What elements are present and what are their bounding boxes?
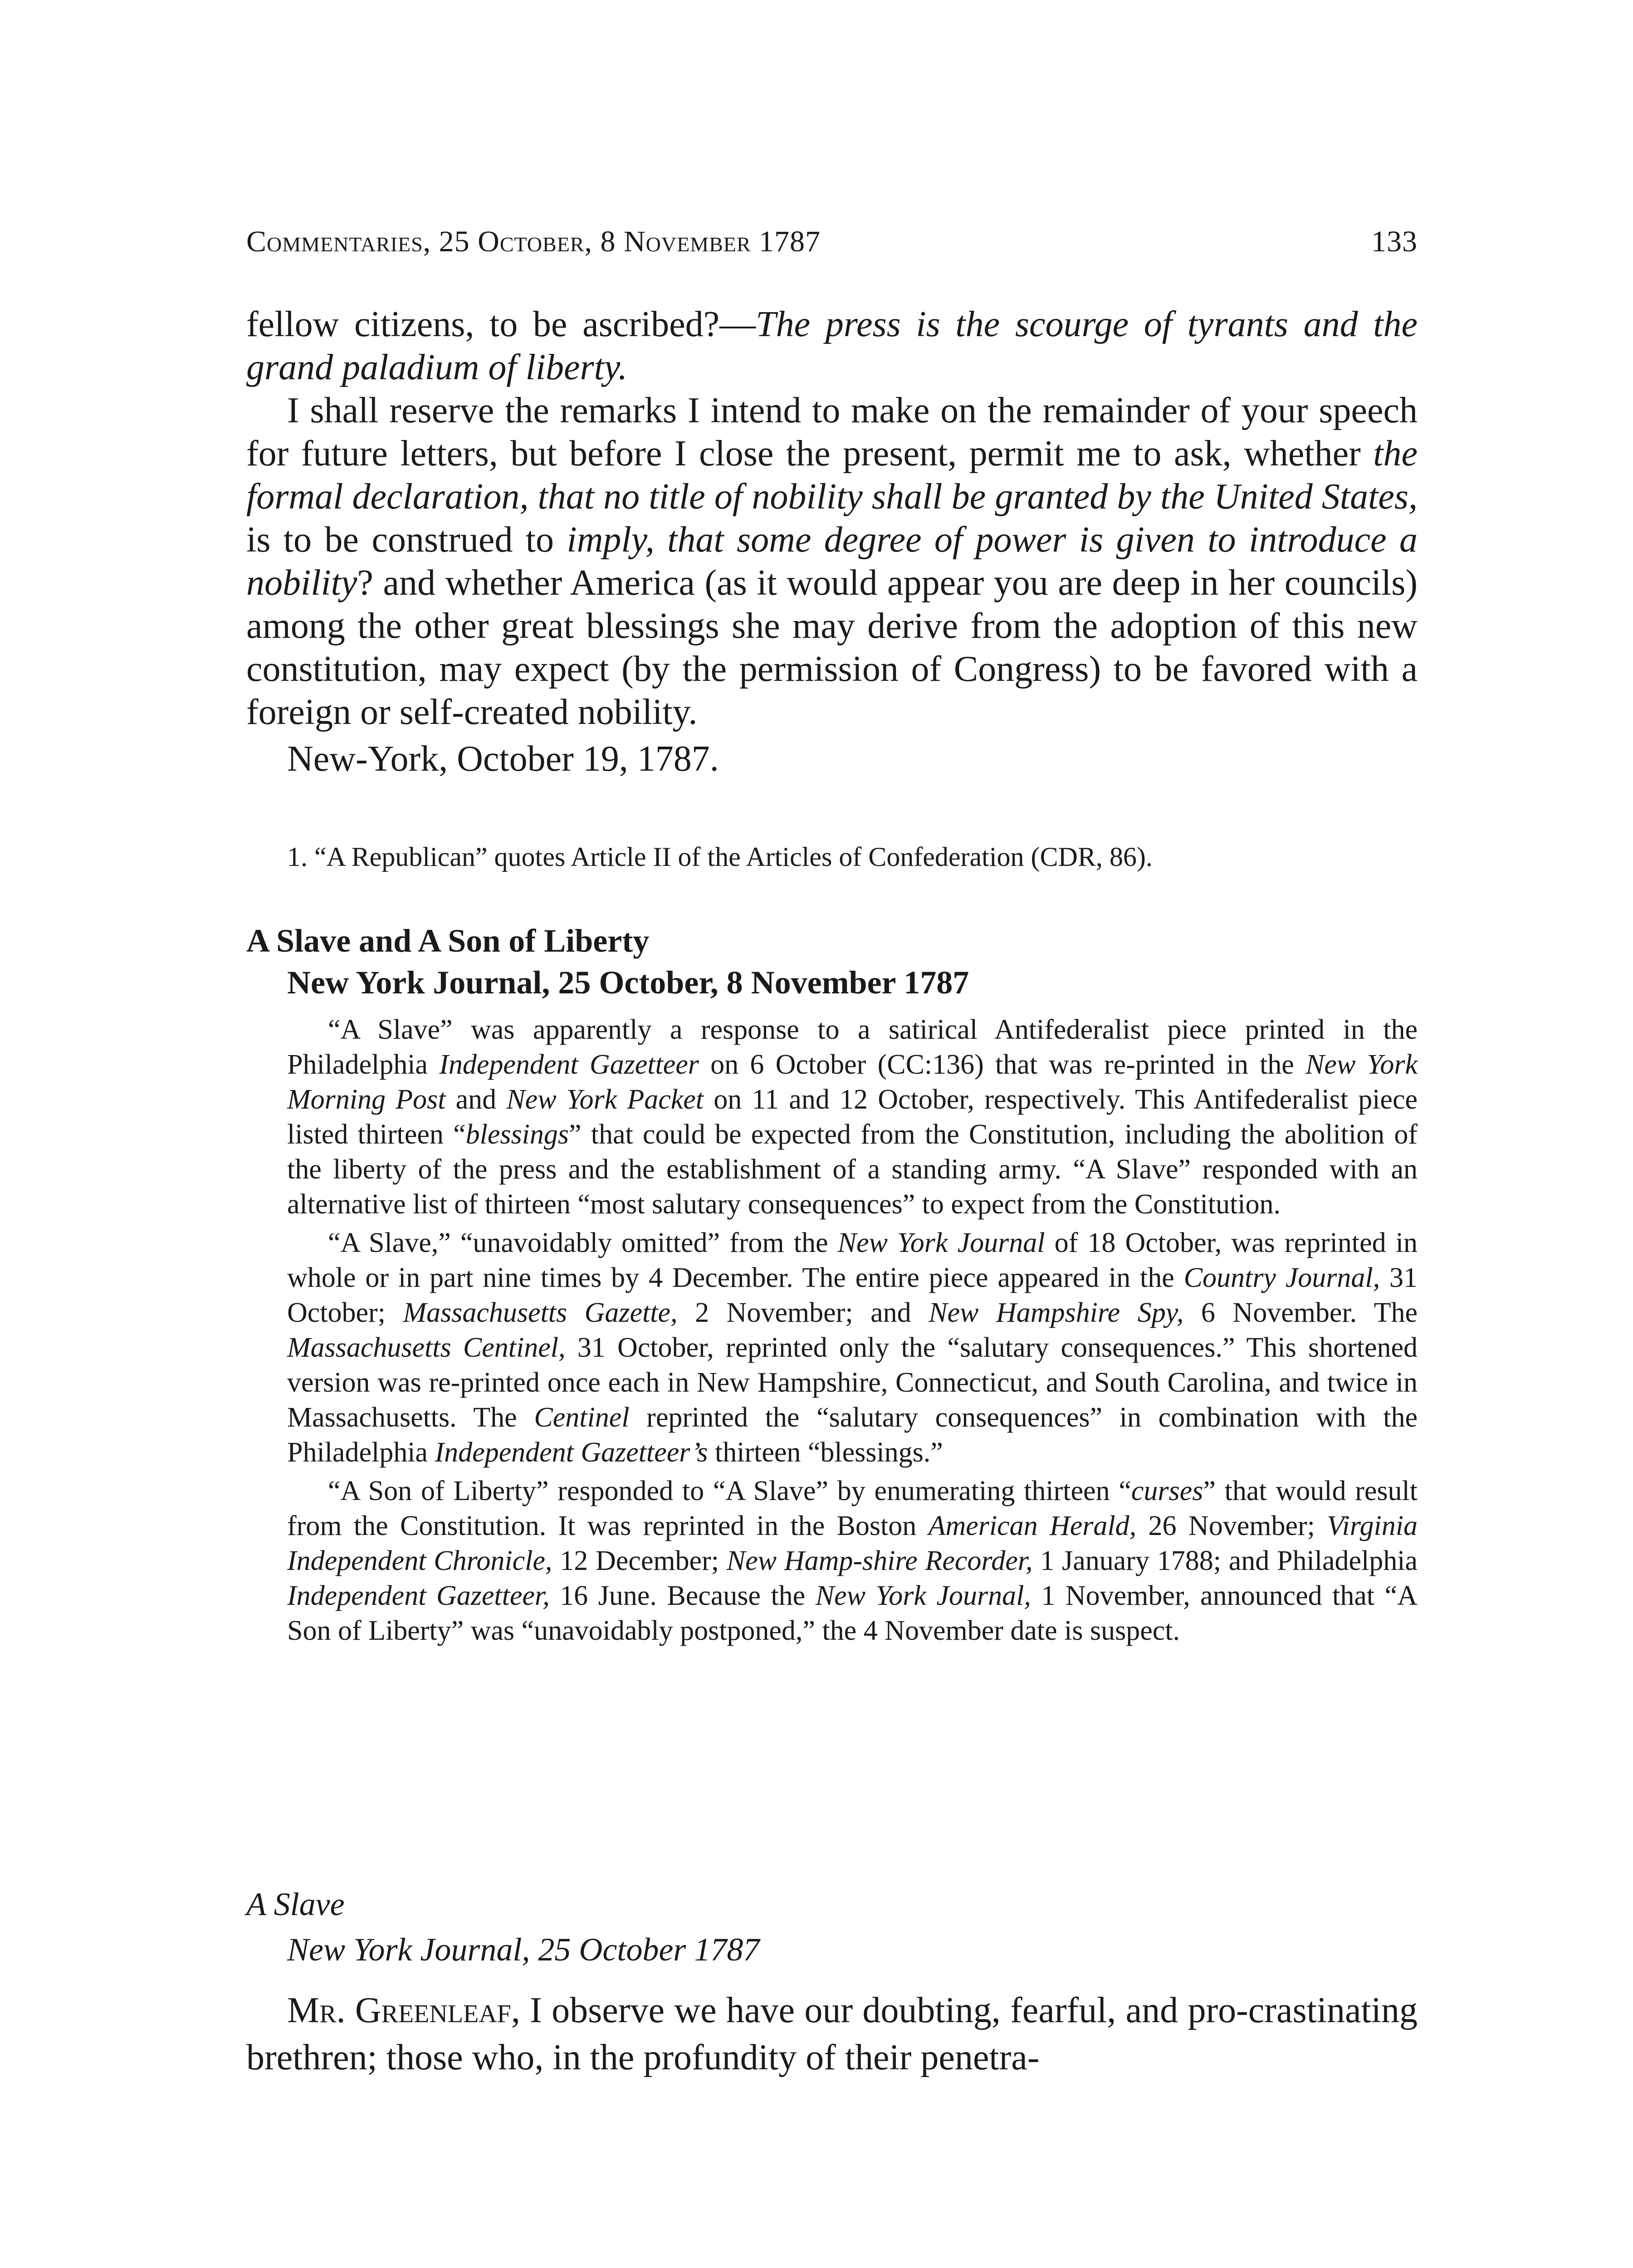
section-heading-source: New York Journal, 25 October, 8 November 1787 (287, 964, 969, 1001)
footnote: 1. “A Republican” quotes Article II of the Articles of Confederation (CDR, 86). (287, 842, 1153, 872)
body-paragraph-2: I shall reserve the remarks I intend to make on the remainder of your speech for future letters, but before I close the present, permit me to ask, whether the formal declaration, that no title of nobility shall be granted by the United States, is to be construed to imply, that some degree of power is given to introduce a nobility? and whether America (as it would appear you are deep in her councils) among the other great blessings she may derive from the adoption of this new constitution, may expect (by the permission of Congress) to be favored with a foreign or self-created nobility. (246, 391, 1418, 732)
letter-opening: Mr. Greenleaf, I observe we have our doubting, fearful, and pro-crastinating brethren; those who, in the profundity of their penetra- (246, 1990, 1418, 2077)
page-number: 133 (1371, 225, 1418, 258)
document-page (246, 0, 1418, 2268)
letter-addressee: Mr. Greenleaf, (287, 1990, 520, 2030)
subsection-heading (246, 1882, 1418, 1972)
section-heading-title: A Slave and A Son of Liberty (246, 923, 650, 959)
running-head-title: Commentaries, 25 October, 8 November 1787 (246, 225, 821, 258)
subsection-source: New York Journal, 25 October 1787 (287, 1931, 760, 1968)
dateline: New-York, October 19, 1787. (287, 739, 719, 779)
subsection-title: A Slave (246, 1886, 345, 1922)
editorial-introduction (287, 1012, 1418, 1652)
running-head (246, 221, 1418, 262)
body-paragraph-1: fellow citizens, to be ascribed?—The press is the scourge of tyrants and the grand paladium of liberty. (246, 304, 1418, 387)
intro-paragraph-2: “A Slave,” “unavoidably omitted” from the New York Journal of 18 October, was reprinted in whole or in part nine times by 4 December. The entire piece appeared in the Country Journal, 31 October; Massachusetts Gazette, 2 November; and New Hampshire Spy, 6 November. The Massachusetts Centinel, 31 October, reprinted only the “salutary consequences.” This shortened version was re-printed once each in New Hampshire, Connecticut, and South Carolina, and twice in Massachusetts. The Centinel reprinted the “salutary consequences” in combination with the Philadelphia Independent Gazetteer’s thirteen “blessings.” (287, 1227, 1418, 1468)
body-text (246, 303, 1418, 781)
intro-paragraph-3: “A Son of Liberty” responded to “A Slave” by enumerating thirteen “curses” that would result from the Constitution. It was reprinted in the Boston American Herald, 26 November; Virginia Independent Chronicle, 12 December; New Hamp-shire Recorder, 1 January 1788; and Philadelphia Independent Gazetteer, 16 June. Because the New York Journal, 1 November, announced that “A Son of Liberty” was “unavoidably postponed,” the 4 November date is suspect. (287, 1476, 1418, 1646)
section-heading (246, 920, 1418, 1003)
intro-paragraph-1: “A Slave” was apparently a response to a satirical Antifederalist piece printed in the Philadelphia Independent Gazetteer on 6 October (CC:136) that was re-printed in the New York Morning Post and New York Packet on 11 and 12 October, respectively. This Antifederalist piece listed thirteen “blessings” that could be expected from the Constitution, including the abolition of the liberty of the press and the establishment of a standing army. “A Slave” responded with an alternative list of thirteen “most salutary consequences” to expect from the Constitution. (287, 1014, 1418, 1220)
